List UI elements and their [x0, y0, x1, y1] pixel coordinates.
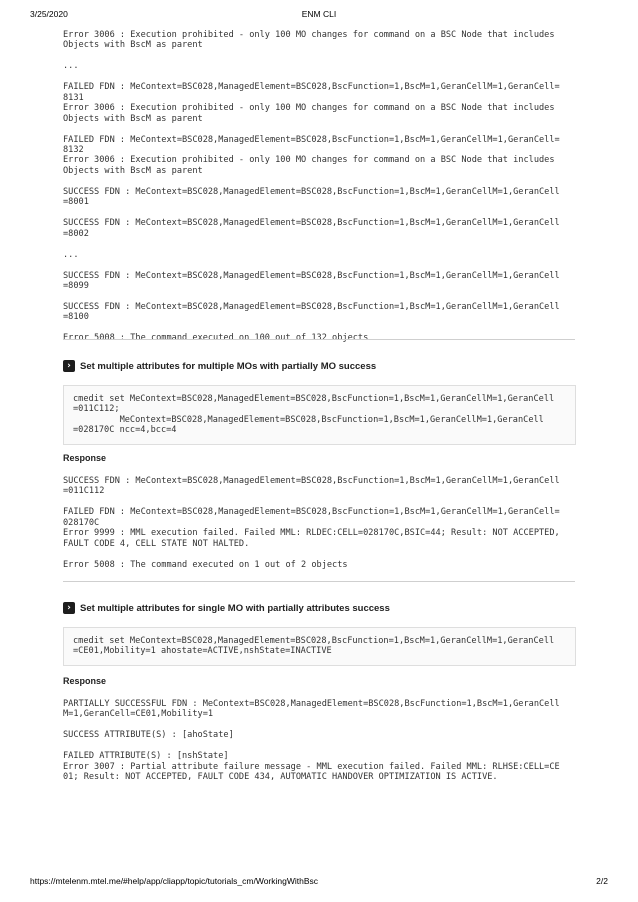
output-block: FAILED FDN : MeContext=BSC028,ManagedElement=BSC028,BscFunction=1,BscM=1,GeranCellM=1,GeranCell= 8131 Error 3006 : Execution prohibited - only 100 MO changes for command on a BSC Node that includes Objects with BscM as parent [63, 82, 560, 124]
command-text: cmedit set MeContext=BSC028,ManagedElement=BSC028,BscFunction=1,BscM=1,GeranCellM=1,GeranCell =011C112; MeContext=BSC028,ManagedElement=BSC028,BscFunction=1,BscM=1,GeranCellM=1,GeranCell =028170C ncc=4,bcc=4 [73, 394, 555, 436]
section-title: Set multiple attributes for multiple MOs with partially MO success [80, 360, 377, 372]
section-title: Set multiple attributes for single MO with partially attributes success [80, 602, 390, 614]
output-block: FAILED FDN : MeContext=BSC028,ManagedElement=BSC028,BscFunction=1,BscM=1,GeranCellM=1,GeranCell= 8132 Error 3006 : Execution prohibited - only 100 MO changes for command on a BSC Node that includes Objects with BscM as parent [63, 134, 560, 176]
print-title: ENM CLI [301, 9, 337, 19]
chevron-right-icon: › [63, 360, 75, 372]
response-output [63, 476, 575, 570]
response-output [63, 699, 575, 783]
output-block: SUCCESS FDN : MeContext=BSC028,ManagedElement=BSC028,BscFunction=1,BscM=1,GeranCellM=1,GeranCell =011C112 [63, 476, 560, 497]
print-date: 3/25/2020 [30, 9, 68, 19]
output-summary: Error 5008 : The command executed on 1 out of 2 objects [63, 559, 348, 570]
output-block: Error 3006 : Execution prohibited - only 100 MO changes for command on a BSC Node that includes Objects with BscM as parent [63, 30, 555, 51]
command-box [63, 385, 576, 445]
response-heading: Response [63, 676, 107, 686]
output-block: PARTIALLY SUCCESSFUL FDN : MeContext=BSC028,ManagedElement=BSC028,BscFunction=1,BscM=1,GeranCell M=1,GeranCell=CE01,Mobility=1 [63, 699, 560, 720]
chevron-right-icon: › [63, 602, 75, 614]
output-block: SUCCESS FDN : MeContext=BSC028,ManagedElement=BSC028,BscFunction=1,BscM=1,GeranCellM=1,GeranCell =8099 [63, 270, 560, 292]
command-box [63, 627, 576, 666]
output-ellipsis: ... [63, 249, 79, 260]
output-block: SUCCESS FDN : MeContext=BSC028,ManagedElement=BSC028,BscFunction=1,BscM=1,GeranCellM=1,GeranCell =8002 [63, 218, 560, 239]
divider [63, 339, 575, 340]
top-output [63, 30, 575, 344]
output-ellipsis: ... [63, 61, 79, 72]
response-heading: Response [63, 453, 107, 463]
page-number: 2/2 [596, 876, 608, 886]
output-block: SUCCESS FDN : MeContext=BSC028,ManagedElement=BSC028,BscFunction=1,BscM=1,GeranCellM=1,GeranCell =8100 [63, 302, 560, 323]
divider [63, 581, 575, 582]
section-heading [63, 360, 376, 372]
output-block: FAILED FDN : MeContext=BSC028,ManagedElement=BSC028,BscFunction=1,BscM=1,GeranCellM=1,GeranCell= 028170C Error 9999 : MML execution failed. Failed MML: RLDEC:CELL=028170C,BSIC=44; Result: NOT ACCEPTED, FAULT CODE 4, CELL STATE NOT HALTED. [63, 507, 560, 549]
output-block: SUCCESS ATTRIBUTE(S) : [ahoState] [63, 730, 234, 741]
command-text: cmedit set MeContext=BSC028,ManagedElement=BSC028,BscFunction=1,BscM=1,GeranCellM=1,GeranCell =CE01,Mobility=1 ahostate=ACTIVE,nshState=INACTIVE [73, 636, 555, 657]
output-block: FAILED ATTRIBUTE(S) : [nshState] Error 3007 : Partial attribute failure message - MML execution failed. Failed MML: RLHSE:CELL=CE 01; Result: NOT ACCEPTED, FAULT CODE 434, AUTOMATIC HANDOVER OPTIMIZATION IS ACTIVE. [63, 751, 560, 783]
section-heading [63, 602, 390, 614]
print-url: https://mtelenm.mtel.me/#help/app/cliapp/topic/tutorials_cm/WorkingWithBsc [30, 876, 319, 886]
output-block: SUCCESS FDN : MeContext=BSC028,ManagedElement=BSC028,BscFunction=1,BscM=1,GeranCellM=1,GeranCell =8001 [63, 186, 560, 208]
